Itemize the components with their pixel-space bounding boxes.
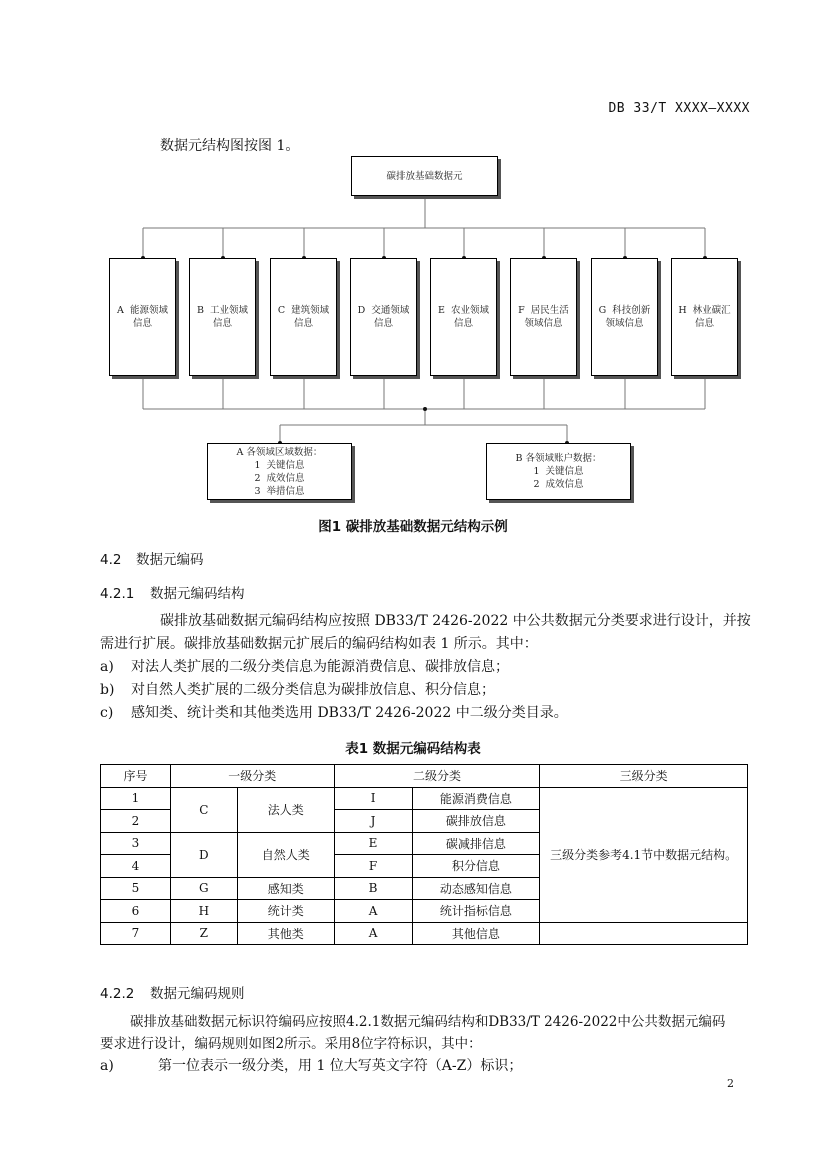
cell-level2-name: 统计指标信息 <box>412 900 540 923</box>
cell-level1-name: 自然人类 <box>237 832 334 877</box>
table-row <box>101 787 748 810</box>
section-4-2-1-number: 4.2.1 <box>100 586 135 602</box>
header-standard-code: DB 33/T XXXX—XXXX <box>608 101 750 116</box>
cell-level2-code: I <box>334 787 412 810</box>
list-item-a-marker: a) <box>100 659 114 675</box>
list2-item-a <box>100 1056 522 1076</box>
figure-caption: 图1 碳排放基础数据元结构示例 <box>318 519 508 535</box>
code-structure-table <box>100 764 748 945</box>
domain-node-h-line2: 信息 <box>694 318 714 329</box>
section-4-2-number: 4.2 <box>100 552 122 568</box>
domain-node-f-line2: 领域信息 <box>524 318 563 329</box>
cell-level2-name: 积分信息 <box>412 855 540 878</box>
domain-node-a <box>109 258 176 376</box>
table-header-row <box>101 765 748 788</box>
root-node <box>351 156 498 196</box>
root-node-label: 碳排放基础数据元 <box>386 170 463 182</box>
cell-level1-code: C <box>170 787 237 832</box>
domain-node-e-line1: E 农业领域 <box>438 305 489 316</box>
cell-level1-name: 法人类 <box>237 787 334 832</box>
paragraph-2-line-1: 碳排放基础数据元标识符编码应按照4.2.1数据元编码结构和DB33/T 2426-2022中公共数据元编码 <box>130 1014 726 1030</box>
domain-node-f <box>510 258 577 376</box>
regional-data-item-1: 1 关键信息 <box>254 459 305 471</box>
cell-no: 3 <box>101 832 171 855</box>
account-data-title: B 各领域账户数据： <box>515 453 602 464</box>
domain-node-d-line1: D 交通领域 <box>357 305 410 316</box>
cell-level2-name: 动态感知信息 <box>412 877 540 900</box>
cell-level2-code: J <box>334 810 412 833</box>
cell-level2-code: A <box>334 900 412 923</box>
cell-no: 7 <box>101 922 171 945</box>
cell-level1-name: 其他类 <box>237 922 334 945</box>
cell-level1-name: 统计类 <box>237 900 334 923</box>
page-number: 2 <box>727 1077 734 1090</box>
cell-level3-empty <box>540 922 748 945</box>
cell-level2-code: B <box>334 877 412 900</box>
domain-node-e-line2: 信息 <box>453 318 473 329</box>
account-data-node <box>486 443 631 500</box>
cell-no: 1 <box>101 787 171 810</box>
list2-item-a-text: 第一位表示一级分类，用 1 位大写英文字符（A-Z）标识； <box>158 1058 523 1074</box>
cell-level1-code: H <box>170 900 237 923</box>
header-level-2: 二级分类 <box>334 765 540 788</box>
domain-node-a-line1: A 能源领域 <box>117 305 168 316</box>
cell-level2-code: E <box>334 832 412 855</box>
cell-level1-name: 感知类 <box>237 877 334 900</box>
cell-level2-code: F <box>334 855 412 878</box>
header-seq: 序号 <box>101 765 171 788</box>
header-level-1: 一级分类 <box>170 765 334 788</box>
cell-level2-name: 能源消费信息 <box>412 787 540 810</box>
cell-level2-code: A <box>334 922 412 945</box>
list-item-a-text: 对法人类扩展的二级分类信息为能源消费信息、碳排放信息； <box>131 659 509 675</box>
account-data-item-1: 1 关键信息 <box>533 466 584 477</box>
domain-node-b-line1: B 工业领域 <box>196 305 249 316</box>
domain-node-h-line1: H 林业碳汇 <box>678 305 731 316</box>
regional-data-title: A 各领域区域数据： <box>236 446 323 458</box>
domain-node-g <box>591 258 658 376</box>
account-data-item-2: 2 成效信息 <box>533 479 584 490</box>
domain-node-c <box>270 258 337 376</box>
table-row <box>101 922 748 945</box>
regional-data-node <box>207 443 352 500</box>
cell-no: 6 <box>101 900 171 923</box>
domain-node-d-line2: 信息 <box>373 318 393 329</box>
cell-level1-code: G <box>170 877 237 900</box>
list-item-c-text: 感知类、统计类和其他类选用 DB33/T 2426-2022 中二级分类目录。 <box>131 705 568 721</box>
domain-node-c-line1: C 建筑领域 <box>277 305 330 316</box>
cell-level3-note: 三级分类参考4.1节中数据元结构。 <box>540 787 748 922</box>
section-4-2-1 <box>100 582 245 602</box>
cell-level2-name: 碳排放信息 <box>412 810 540 833</box>
cell-no: 5 <box>101 877 171 900</box>
cell-level2-name: 碳减排信息 <box>412 832 540 855</box>
domain-node-c-line2: 信息 <box>293 318 313 329</box>
domain-node-b-line2: 信息 <box>212 318 232 329</box>
regional-data-item-3: 3 举措信息 <box>254 485 305 497</box>
intro-text: 数据元结构图按图 1。 <box>160 138 300 154</box>
list2-item-a-marker: a) <box>100 1058 114 1074</box>
paragraph-2-line-2: 要求进行设计，编码规则如图2所示。采用8位字符标识，其中： <box>100 1036 482 1052</box>
domain-node-g-line2: 领域信息 <box>605 318 644 329</box>
list-item-a <box>100 657 509 677</box>
paragraph-1-line-2: 需进行扩展。碳排放基础数据元扩展后的编码结构如表 1 所示。其中： <box>100 636 538 652</box>
section-4-2-2 <box>100 982 245 1002</box>
cell-level2-name: 其他信息 <box>412 922 540 945</box>
cell-level1-code: Z <box>170 922 237 945</box>
list-item-b <box>100 680 495 700</box>
section-4-2-2-number: 4.2.2 <box>100 986 135 1002</box>
domain-node-f-line1: F 居民生活 <box>518 305 569 316</box>
list-item-b-text: 对自然人类扩展的二级分类信息为碳排放信息、积分信息； <box>131 682 495 698</box>
domain-node-h <box>671 258 738 376</box>
section-4-2-2-title: 数据元编码规则 <box>150 986 245 1002</box>
domain-node-e <box>430 258 497 376</box>
list-item-c-marker: c) <box>100 705 114 721</box>
list-item-c <box>100 703 568 723</box>
cell-no: 2 <box>101 810 171 833</box>
section-4-2-1-title: 数据元编码结构 <box>150 586 245 602</box>
table-caption: 表1 数据元编码结构表 <box>345 741 481 757</box>
cell-level1-code: D <box>170 832 237 877</box>
domain-node-d <box>350 258 417 376</box>
domain-node-a-line2: 信息 <box>132 318 152 329</box>
regional-data-item-2: 2 成效信息 <box>254 472 305 484</box>
list-item-b-marker: b) <box>100 682 115 698</box>
paragraph-1-line-1: 碳排放基础数据元编码结构应按照 DB33/T 2426-2022 中公共数据元分类要求进行设计，并按 <box>160 613 751 629</box>
section-4-2-title: 数据元编码 <box>136 552 204 568</box>
section-4-2 <box>100 548 204 568</box>
header-level-3: 三级分类 <box>540 765 748 788</box>
cell-no: 4 <box>101 855 171 878</box>
domain-node-b <box>189 258 256 376</box>
domain-node-g-line1: G 科技创新 <box>598 305 651 316</box>
